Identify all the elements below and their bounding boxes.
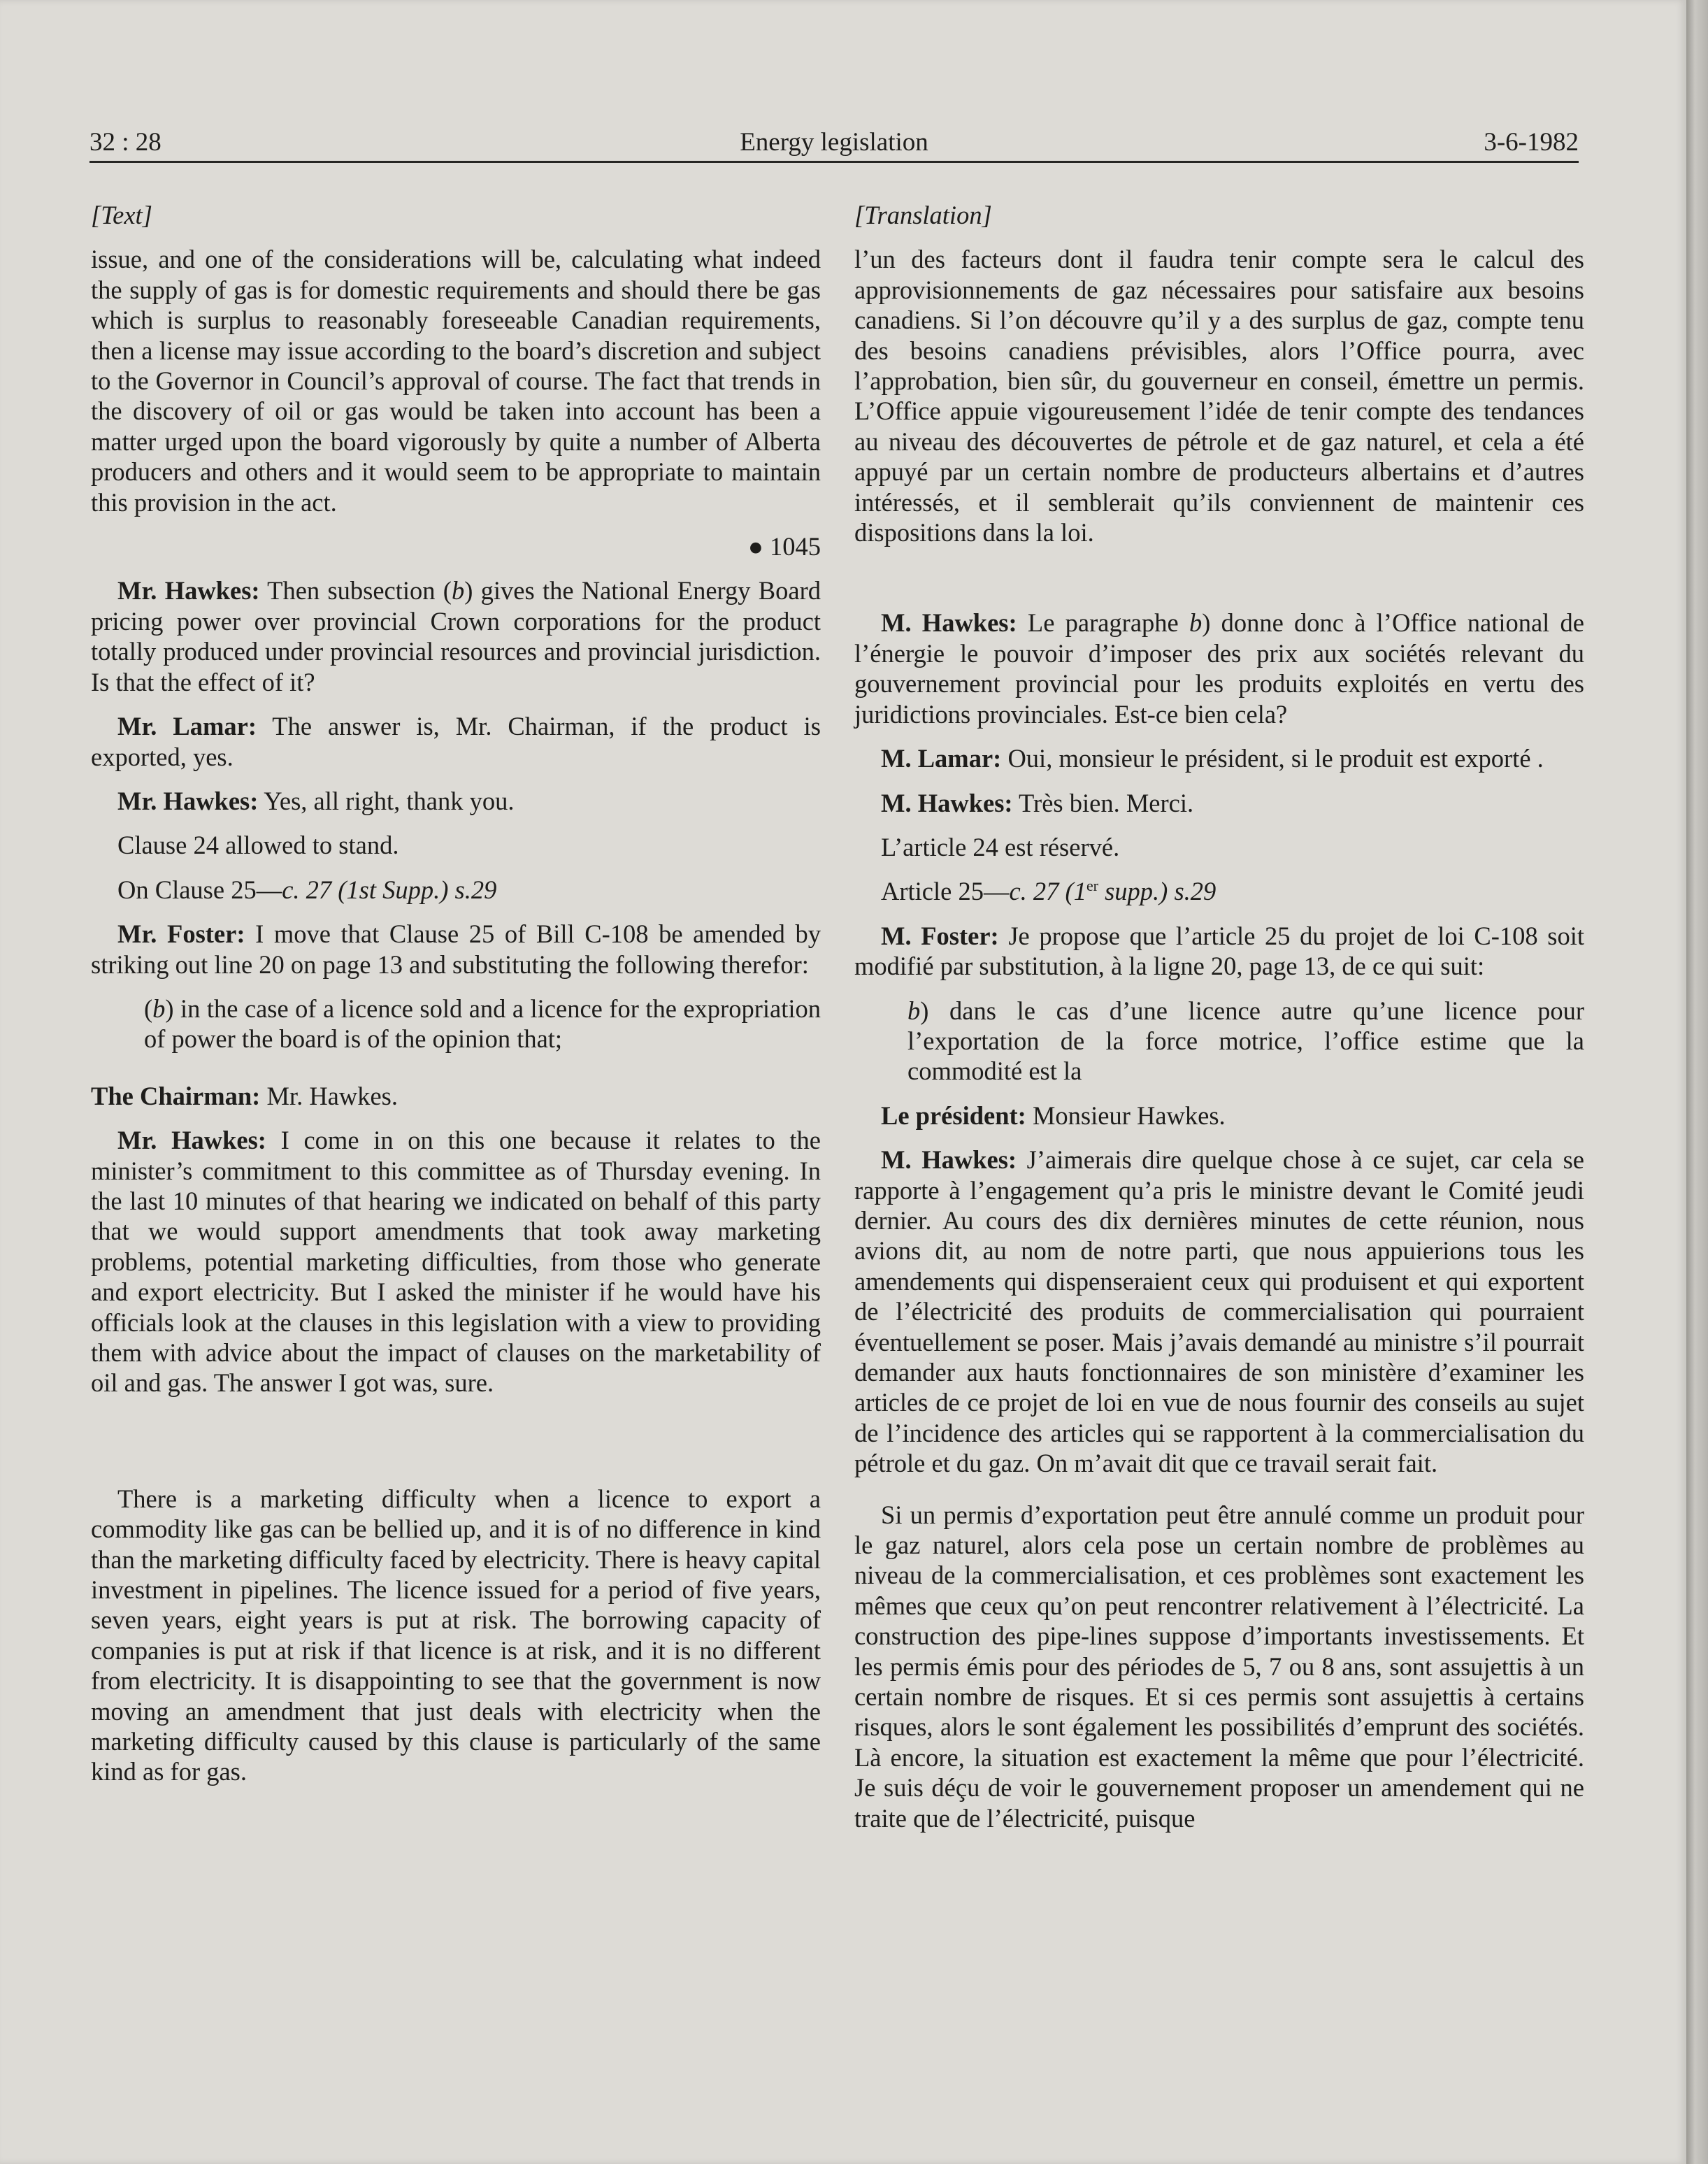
speech-hawkes-2 <box>91 786 821 816</box>
amendment-quote <box>91 994 821 1054</box>
page-title: Energy legislation <box>740 128 928 157</box>
quote-text-italic: b <box>907 996 921 1025</box>
english-column <box>91 200 821 1801</box>
speech-foster <box>91 919 821 980</box>
speaker-name: M. Hawkes: <box>881 1145 1017 1175</box>
speaker-name: The Chairman: <box>91 1081 261 1110</box>
speaker-name: M. Hawkes: <box>881 608 1017 638</box>
clause-reference-superscript: er <box>1086 877 1098 895</box>
speech-text: I come in on this one because it relates to the minister’s commitment to this committee as of Thursday evening. In the last 10 minutes of that hearing we indicated on behalf of this party that we would support amendments that took away marketing problems, potential marketing difficulties, from those who generate and export electricity. But I asked the minister if he would have his officials look at the clauses in this legislation with a view to providing them with advice about the impact of clauses on the marketability of oil and gas. The answer I got was, sure. <box>91 1126 821 1398</box>
quote-text: ) in the case of a licence sold and a licence for the expropriation of power the board is of the opinion that; <box>144 994 821 1054</box>
speaker-name: Mr. Hawkes: <box>117 576 260 606</box>
speech-text: The answer is, Mr. Chairman, if the product is exported, yes. <box>91 712 821 771</box>
page-edge-shadow <box>1686 0 1708 2164</box>
speech-hawkes-2 <box>854 788 1584 818</box>
clause-reference: supp.) s.29 <box>1098 877 1217 906</box>
quote-text: ( <box>144 994 153 1023</box>
speech-text-italic: b <box>451 576 465 606</box>
clause-25-heading <box>854 876 1584 906</box>
speech-text: ) gives the National Energy Board pricing power over provincial Crown corporations for the product totally produced under provincial resources and provincial jurisdiction. Is that the effect of it? <box>91 576 821 696</box>
speech-text: Then subsection ( <box>259 576 452 606</box>
clause-24-status: Clause 24 allowed to stand. <box>117 831 399 860</box>
clause-reference: c. 27 (1 <box>1009 877 1086 906</box>
translation-label: [Translation] <box>854 201 992 229</box>
speaker-name: Mr. Hawkes: <box>117 1126 266 1155</box>
speech-text: Très bien. Merci. <box>1012 788 1194 817</box>
paragraph-continuation: issue, and one of the considerations will be, calculating what indeed the supply of gas is for domestic requirements and should there be gas which is surplus to reasonably foreseeable Canadian requirements, then a license may issue according to the board’s discretion and subject to the Governor in Council’s approval of course. The fact that trends in the discovery of oil or gas would be taken into account has been a matter urged upon the board vigorously by quite a number of Alberta producers and others and it would seem to be appropriate to maintain this provision in the act. <box>91 245 821 517</box>
speech-lamar <box>91 711 821 772</box>
speech-hawkes-1 <box>91 575 821 697</box>
speech-text: Yes, all right, thank you. <box>258 786 515 815</box>
page-header <box>89 123 1579 162</box>
speech-text-italic: b <box>1189 608 1203 638</box>
speaker-name: Mr. Foster: <box>117 919 245 949</box>
speech-hawkes-3 <box>854 1145 1584 1478</box>
speech-foster <box>854 921 1584 982</box>
speech-hawkes-1 <box>854 608 1584 729</box>
speech-text: Monsieur Hawkes. <box>1026 1101 1226 1130</box>
page-date: 3-6-1982 <box>1484 128 1579 157</box>
paragraph-final: Si un permis d’exportation peut être annulé comme un produit pour le gaz naturel, alors cela pose un certain nombre de problèmes au niveau de la commercialisation, et ces problèmes sont exactement les mêmes que ceux qu’on peut rencontrer relativement à l’électricité. La construction des pipe-lines suppose d’importants investissements. Et les permis émis pour des périodes de 5, 7 ou 8 ans, sont assujettis à un certain nombre de risques. Et si ces permis sont assujettis à certains risques, alors le sont également les possibilités d’emprunt des sociétés. Là encore, la situation est exactement la même que pour l’électricité. Je suis déçu de voir le gouvernement proposer un amendement qui ne traite que de l’électricité, puisque <box>854 1500 1584 1833</box>
speaker-name: Mr. Hawkes: <box>117 786 259 815</box>
speech-text: I move that Clause 25 of Bill C-108 be amended by striking out line 20 on page 13 and substituting the following therefor: <box>91 919 821 979</box>
speech-chairman <box>91 1081 821 1111</box>
speech-text: Le paragraphe <box>1017 608 1189 638</box>
clause-24-status: L’article 24 est réservé. <box>881 832 1120 861</box>
french-column <box>854 200 1584 1847</box>
clause-text: Article 25— <box>881 877 1010 906</box>
text-label: [Text] <box>91 201 152 229</box>
speaker-name: Mr. Lamar: <box>117 712 257 741</box>
speaker-name: M. Foster: <box>881 921 999 950</box>
speech-chairman <box>854 1101 1584 1131</box>
speech-text: Oui, monsieur le président, si le produit est exporté . <box>1001 744 1544 773</box>
paragraph-final: There is a marketing difficulty when a licence to export a commodity like gas can be bellied up, and it is of no difference in kind than the marketing difficulty faced by electricity. There is heavy capital investment in pipelines. The licence issued for a period of five years, seven years, eight years is put at risk. The borrowing capacity of companies is put at risk if that licence is at risk, and it is no different from electricity. It is disappointing to see that the government is now moving an amendment that just deals with electricity when the marketing difficulty caused by this clause is particularly of the same kind as for gas. <box>91 1484 821 1786</box>
quote-text: ) dans le cas d’une licence autre qu’une licence pour l’exportation de la force motrice, l’office estime que la commodité est la <box>907 996 1584 1086</box>
speech-text: J’aimerais dire quelque chose à ce sujet, car cela se rapporte à l’engagement qu’a pris le ministre devant le Comité jeudi dernier. Au cours des dix dernières minutes de cette réunion, nous avions dit, au nom de notre parti, que nous appuierions tous les amendements qui dispenseraient ceux qui produisent et qui exportent de l’électricité des produits de commercialisation qui pourraient éventuellement se poser. Mais j’avais demandé au ministre s’il pourrait demander aux hauts fonctionnaires de son ministère d’examiner les articles de ce projet de loi en vue de nous fournir des conseils au sujet de l’incidence des articles qui se rapportent à la commercialisation du pétrole et du gaz. On m’avait dit que ce travail serait fait. <box>854 1145 1584 1478</box>
speech-lamar <box>854 743 1584 773</box>
speech-text: Mr. Hawkes. <box>260 1081 399 1110</box>
amendment-quote <box>854 996 1584 1087</box>
speaker-name: Le président: <box>881 1101 1026 1130</box>
quote-text-italic: b <box>152 994 166 1023</box>
speech-text: ) donne donc à l’Office national de l’énergie le pouvoir d’imposer des prix aux sociétés relevant du gouvernement provincial pour les produits exploités en vertu des juridictions provinciales. Est-ce bien cela? <box>854 608 1584 729</box>
header-rule <box>89 161 1579 163</box>
paragraph-continuation: l’un des facteurs dont il faudra tenir compte sera le calcul des approvisionnements de gaz nécessaires pour satisfaire aux besoins canadiens. Si l’on découvre qu’il y a des surplus de gaz, compte tenu des besoins canadiens prévisibles, alors l’Office pourra, avec l’approbation, bien sûr, du gouverneur en conseil, émettre un permis. L’Office appuie vigoureusement l’idée de tenir compte des tendances au niveau des découvertes de pétrole et de gaz naturel, et cela a été appuyé par un certain nombre de producteurs albertains et d’autres intéressés, et il semblerait qu’ils conviennent de maintenir ces dispositions dans la loi. <box>854 245 1584 547</box>
speech-text: Je propose que l’article 25 du projet de loi C-108 soit modifié par substitution, à la ligne 20, page 13, de ce qui suit: <box>854 921 1584 981</box>
clause-text: On Clause 25— <box>117 875 282 904</box>
time-marker: ● 1045 <box>747 532 821 561</box>
clause-25-heading <box>91 875 821 905</box>
page-number: 32 : 28 <box>89 128 162 157</box>
speaker-name: M. Lamar: <box>881 744 1002 773</box>
speech-hawkes-3 <box>91 1125 821 1398</box>
clause-reference: c. 27 (1st Supp.) s.29 <box>282 875 497 904</box>
speaker-name: M. Hawkes: <box>881 788 1013 817</box>
